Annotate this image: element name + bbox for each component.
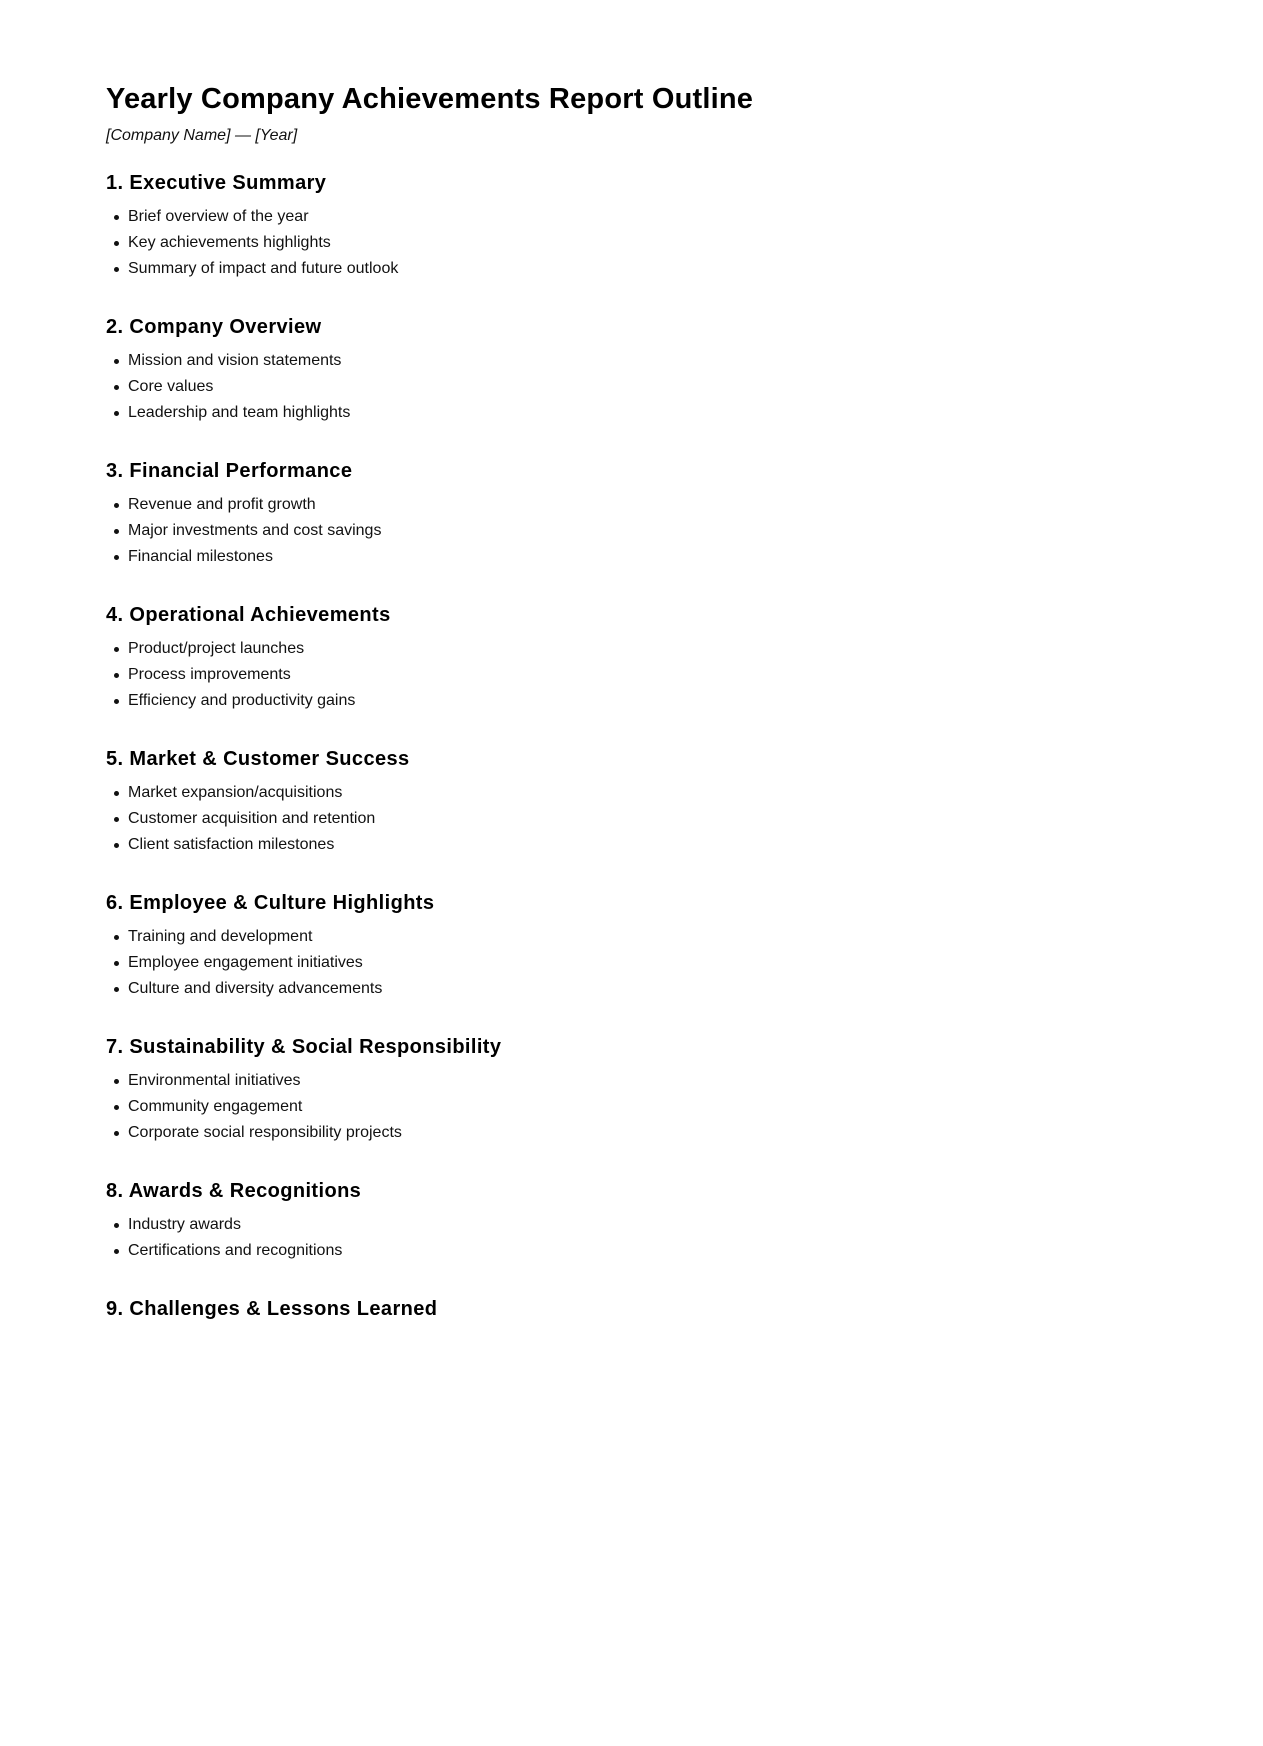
bullet-icon <box>114 987 119 992</box>
list-item-text: Efficiency and productivity gains <box>128 692 356 709</box>
section-company-overview <box>106 314 501 426</box>
list-item <box>106 518 501 544</box>
list-item <box>106 348 501 374</box>
list-item <box>106 780 501 806</box>
bullet-icon <box>114 215 119 220</box>
bullet-icon <box>114 1079 119 1084</box>
bullet-list <box>106 1212 501 1264</box>
list-item <box>106 1212 501 1238</box>
sections-container <box>106 170 501 1354</box>
list-item-text: Financial milestones <box>128 548 273 565</box>
bullet-icon <box>114 1249 119 1254</box>
list-item <box>106 544 501 570</box>
bullet-list <box>106 780 501 858</box>
page-title: Yearly Company Achievements Report Outline <box>106 83 754 115</box>
list-item <box>106 204 501 230</box>
list-item <box>106 636 501 662</box>
section-executive-summary <box>106 170 501 282</box>
list-item-text: Summary of impact and future outlook <box>128 260 399 277</box>
list-item <box>106 976 501 1002</box>
bullet-icon <box>114 673 119 678</box>
list-item-text: Mission and vision statements <box>128 352 342 369</box>
bullet-icon <box>114 1131 119 1136</box>
list-item <box>106 950 501 976</box>
list-item <box>106 492 501 518</box>
bullet-icon <box>114 791 119 796</box>
list-item-text: Process improvements <box>128 666 291 683</box>
bullet-icon <box>114 555 119 560</box>
list-item-text: Certifications and recognitions <box>128 1242 343 1259</box>
list-item-text: Environmental initiatives <box>128 1072 301 1089</box>
list-item <box>106 256 501 282</box>
list-item <box>106 1120 501 1146</box>
list-item <box>106 1238 501 1264</box>
list-item-text: Revenue and profit growth <box>128 496 316 513</box>
bullet-list <box>106 636 501 714</box>
list-item-text: Culture and diversity advancements <box>128 980 383 997</box>
list-item <box>106 374 501 400</box>
list-item-text: Market expansion/acquisitions <box>128 784 343 801</box>
bullet-icon <box>114 1105 119 1110</box>
list-item <box>106 230 501 256</box>
list-item-text: Corporate social responsibility projects <box>128 1124 402 1141</box>
list-item <box>106 400 501 426</box>
list-item <box>106 806 501 832</box>
list-item <box>106 1094 501 1120</box>
list-item-text: Product/project launches <box>128 640 305 657</box>
bullet-list <box>106 924 501 1002</box>
bullet-icon <box>114 699 119 704</box>
section-operational-achievements <box>106 602 501 714</box>
list-item-text: Client satisfaction milestones <box>128 836 335 853</box>
section-heading: 8. Awards & Recognitions <box>106 1180 362 1202</box>
list-item-text: Employee engagement initiatives <box>128 954 363 971</box>
section-heading: 5. Market & Customer Success <box>106 748 410 770</box>
section-employee-culture <box>106 890 501 1002</box>
bullet-icon <box>114 647 119 652</box>
list-item-text: Training and development <box>128 928 313 945</box>
page-subtitle: [Company Name] — [Year] <box>106 127 298 144</box>
bullet-icon <box>114 503 119 508</box>
section-heading: 9. Challenges & Lessons Learned <box>106 1298 438 1320</box>
list-item-text: Major investments and cost savings <box>128 522 382 539</box>
section-challenges-lessons <box>106 1296 501 1322</box>
section-heading: 7. Sustainability & Social Responsibility <box>106 1036 502 1058</box>
bullet-list <box>106 492 501 570</box>
list-item-text: Customer acquisition and retention <box>128 810 376 827</box>
list-item-text: Brief overview of the year <box>128 208 309 225</box>
list-item <box>106 924 501 950</box>
section-heading: 6. Employee & Culture Highlights <box>106 892 435 914</box>
list-item-text: Industry awards <box>128 1216 241 1233</box>
bullet-icon <box>114 935 119 940</box>
bullet-icon <box>114 961 119 966</box>
bullet-list <box>106 348 501 426</box>
list-item <box>106 662 501 688</box>
list-item-text: Key achievements highlights <box>128 234 331 251</box>
list-item-text: Core values <box>128 378 214 395</box>
bullet-list <box>106 204 501 282</box>
bullet-icon <box>114 1223 119 1228</box>
section-heading: 1. Executive Summary <box>106 172 327 194</box>
bullet-icon <box>114 385 119 390</box>
bullet-icon <box>114 267 119 272</box>
list-item-text: Community engagement <box>128 1098 303 1115</box>
section-awards-recognitions <box>106 1178 501 1264</box>
bullet-icon <box>114 843 119 848</box>
section-heading: 2. Company Overview <box>106 316 322 338</box>
list-item <box>106 832 501 858</box>
list-item <box>106 1068 501 1094</box>
bullet-list <box>106 1068 501 1146</box>
section-heading: 3. Financial Performance <box>106 460 353 482</box>
bullet-icon <box>114 529 119 534</box>
bullet-icon <box>114 359 119 364</box>
section-sustainability <box>106 1034 501 1146</box>
bullet-icon <box>114 817 119 822</box>
section-heading: 4. Operational Achievements <box>106 604 391 626</box>
section-market-customer-success <box>106 746 501 858</box>
section-financial-performance <box>106 458 501 570</box>
list-item-text: Leadership and team highlights <box>128 404 351 421</box>
list-item <box>106 688 501 714</box>
bullet-icon <box>114 411 119 416</box>
bullet-icon <box>114 241 119 246</box>
